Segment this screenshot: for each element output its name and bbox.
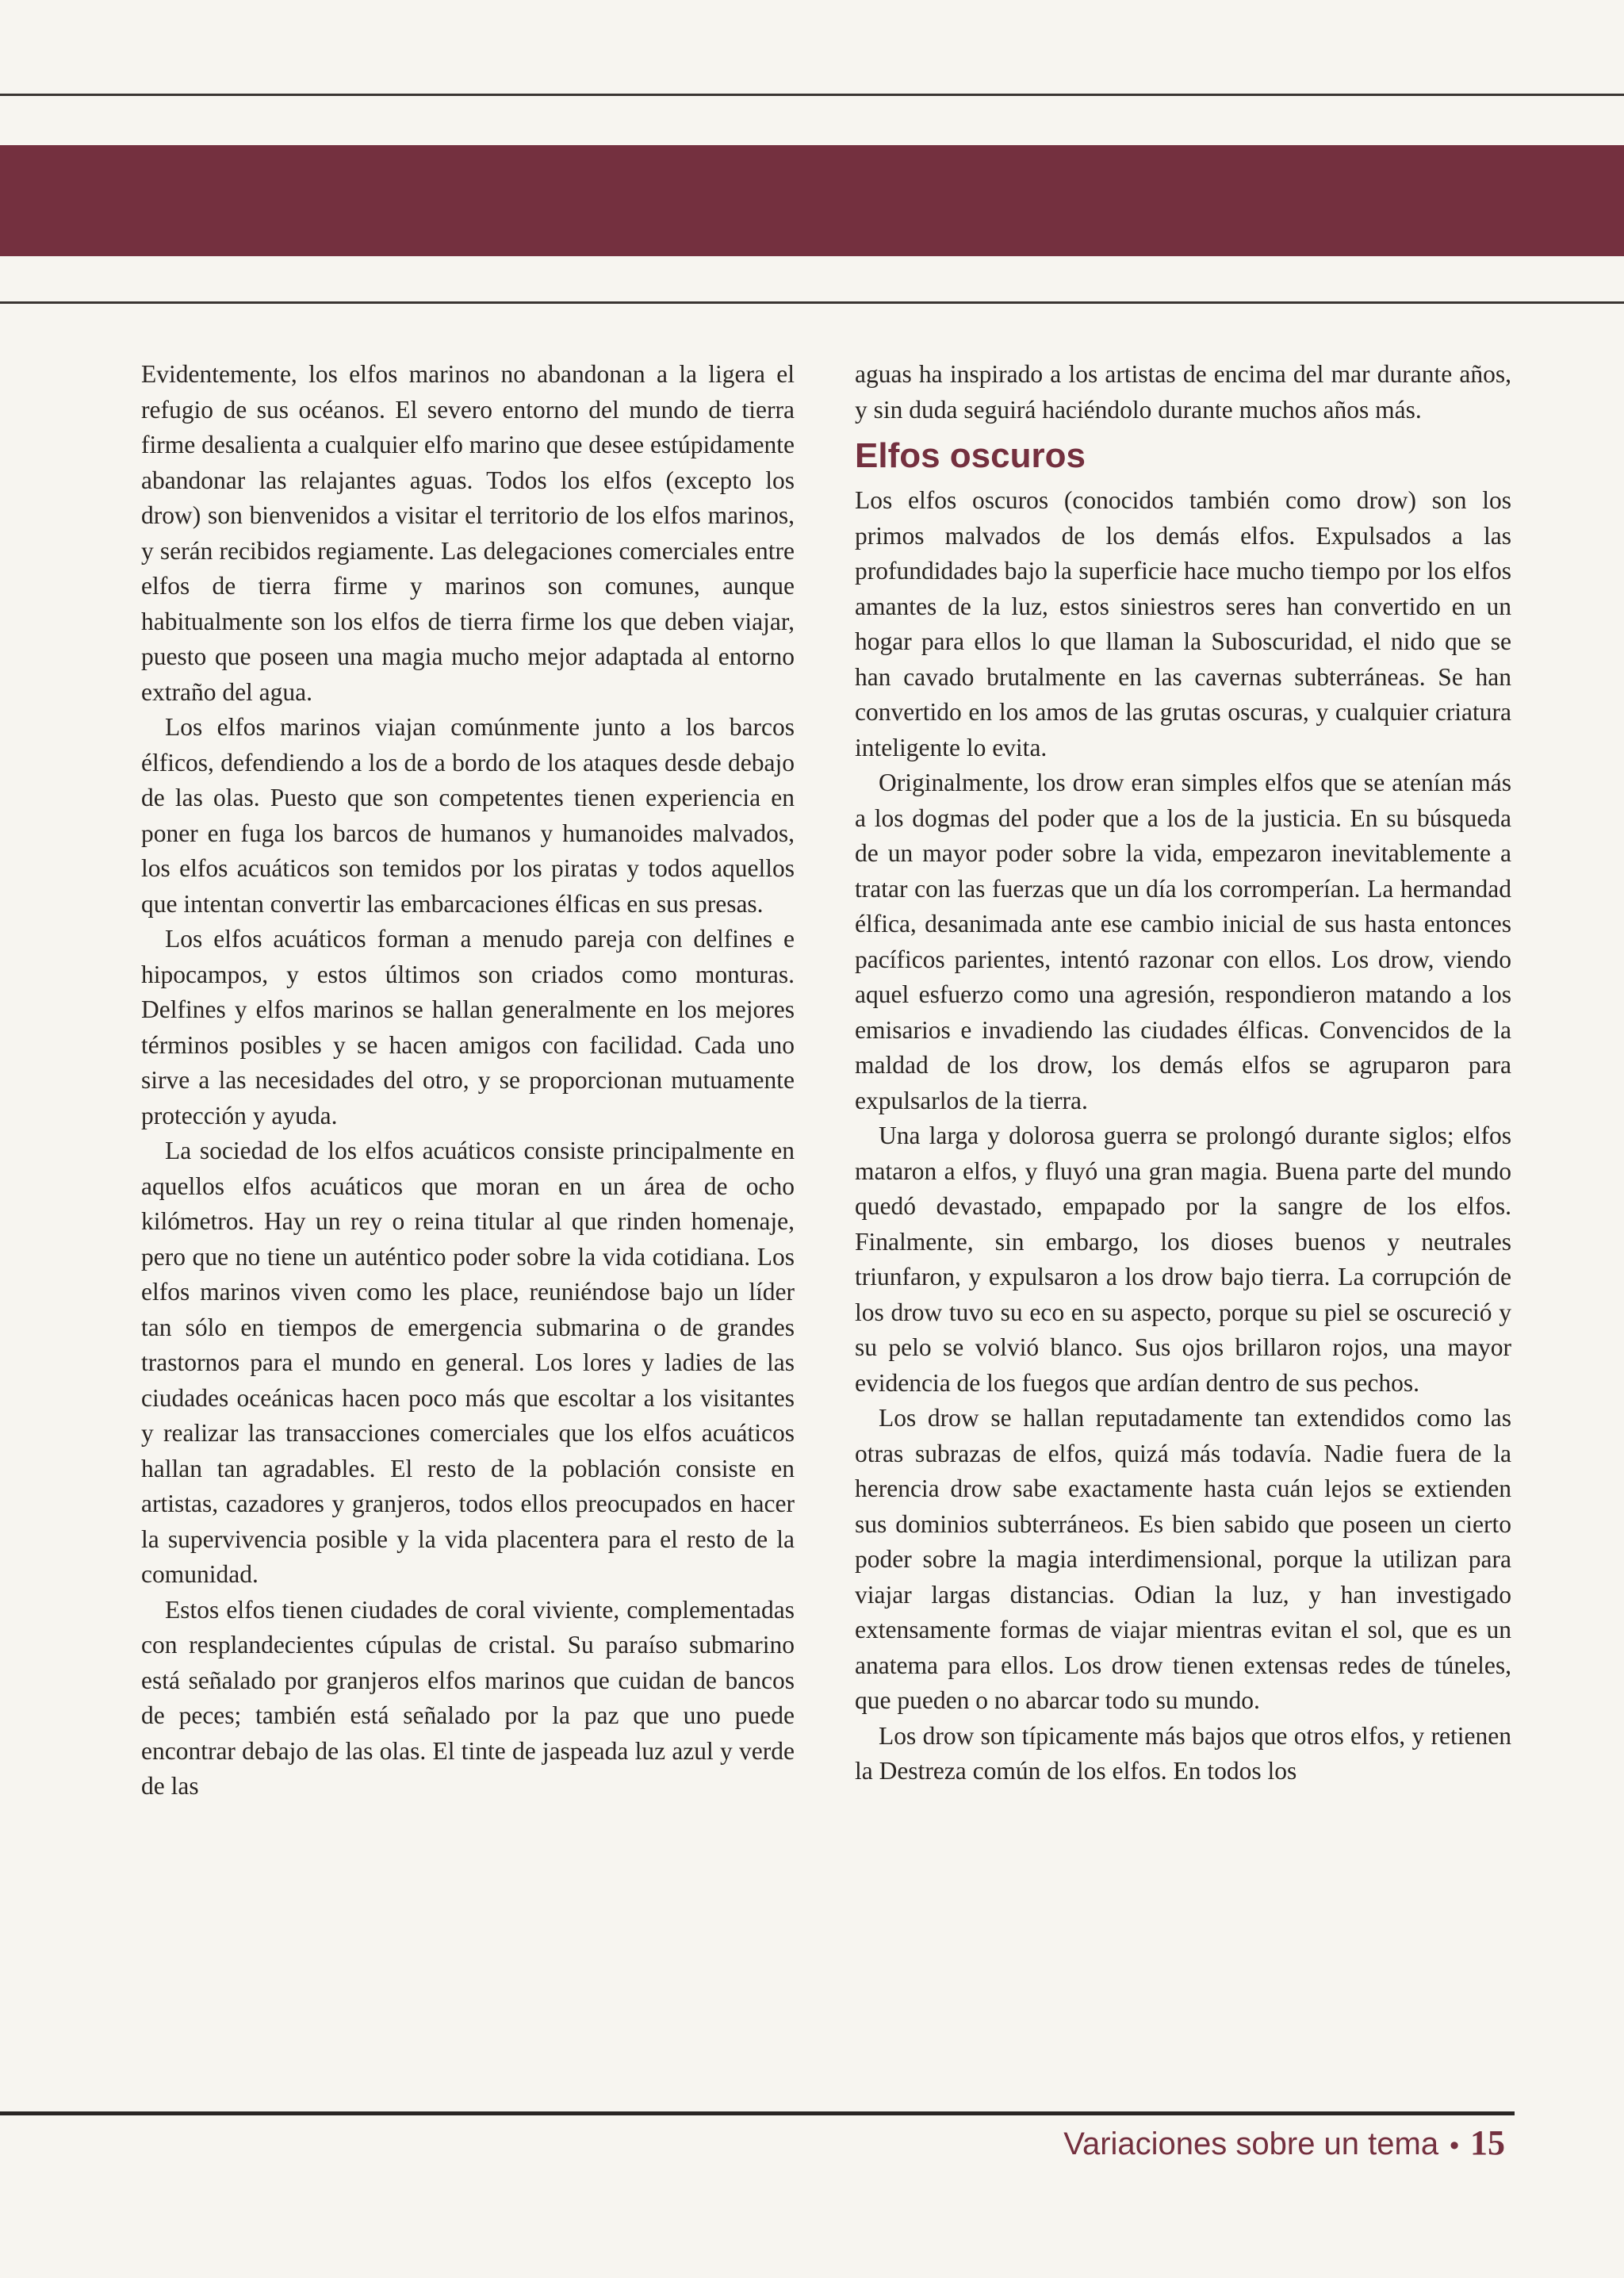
header-band <box>0 145 1624 256</box>
left-column <box>141 357 795 1804</box>
paragraph: Los elfos oscuros (conocidos también como drow) son los primos malvados de los demás elfos. Expulsados a las profundidades bajo la superficie hace mucho tiempo por los elfos amantes de la luz, estos siniestros seres han convertido en un hogar para ellos lo que llaman la Suboscuridad, el nido que se han cavado brutalmente en las cavernas subterráneas. Se han convertido en los amos de las grutas oscuras, y cualquier criatura inteligente lo evita. <box>855 486 1511 761</box>
top-rule <box>0 94 1624 96</box>
right-column <box>855 357 1511 1789</box>
section-heading: Elfos oscuros <box>855 436 1086 475</box>
paragraph: Los elfos acuáticos forman a menudo pareja con delfines e hipocampos, y estos últimos son criados como monturas. Delfines y elfos marinos se hallan generalmente en los mejores términos posibles y se hacen amigos con facilidad. Cada uno sirve a las necesidades del otro, y se proporcionan mutuamente protección y ayuda. <box>141 925 795 1129</box>
paragraph: La sociedad de los elfos acuáticos consiste principalmente en aquellos elfos acuáticos que moran en un área de ocho kilómetros. Hay un rey o reina titular al que rinden homenaje, pero que no tiene un auténtico poder sobre la vida cotidiana. Los elfos marinos viven como les place, reuniéndose bajo un líder tan sólo en tiempos de emergencia submarina o de grandes trastornos para el mundo en general. Los lores y ladies de las ciudades oceánicas hacen poco más que escoltar a los visitantes y realizar las transacciones comerciales que los elfos acuáticos hallan tan agradables. El resto de la población consiste en artistas, cazadores y granjeros, todos ellos preocupados en hacer la supervivencia posible y la vida placentera para el resto de la comunidad. <box>141 1137 795 1588</box>
paragraph-continuation: aguas ha inspirado a los artistas de encima del mar durante años, y sin duda seguirá haciéndolo durante muchos años más. <box>855 360 1511 424</box>
paragraph: Los elfos marinos viajan comúnmente junto a los barcos élficos, defendiendo a los de a bordo de los ataques desde debajo de las olas. Puesto que son competentes tienen experiencia en poner en fuga los barcos de humanos y humanoides malvados, los elfos acuáticos son temidos por los piratas y todos aquellos que intentan convertir las embarcaciones élficas en sus presas. <box>141 713 795 918</box>
paragraph: Originalmente, los drow eran simples elfos que se atenían más a los dogmas del poder que a los de la justicia. En su búsqueda de un mayor poder sobre la vida, empezaron inevitablemente a tratar con las fuerzas que un día los corromperían. La hermandad élfica, desanimada ante ese cambio inicial de sus hasta entonces pacíficos parientes, intentó razonar con ellos. Los drow, viendo aquel esfuerzo como una agresión, respondieron matando a los emisarios e invadiendo las ciudades élficas. Convencidos de la maldad de los drow, los demás elfos se agruparon para expulsarlos de la tierra. <box>855 769 1511 1114</box>
paragraph: Los drow se hallan reputadamente tan extendidos como las otras subrazas de elfos, quizá más todavía. Nadie fuera de la herencia drow sabe exactamente hasta cuán lejos se extienden sus dominios subterráneos. Es bien sabido que poseen un cierto poder sobre la magia interdimensional, porque la utilizan para viajar largas distancias. Odian la luz, y han investigado extensamente formas de viajar mientras evitan el sol, que es un anatema para ellos. Los drow tienen extensas redes de túneles, que pueden o no abarcar todo su mundo. <box>855 1404 1511 1714</box>
page-number: 15 <box>1470 2123 1505 2162</box>
footer-rule <box>0 2111 1515 2115</box>
header-bottom-rule <box>0 301 1624 304</box>
paragraph: Estos elfos tienen ciudades de coral viviente, complementadas con resplandecientes cúpulas de cristal. Su paraíso submarino está señalado por granjeros elfos marinos que cuidan de bancos de peces; también está señalado por la paz que uno puede encontrar debajo de las olas. El tinte de jaspeada luz azul y verde de las <box>141 1595 795 1800</box>
chapter-title: Variaciones sobre un tema <box>1063 2127 1439 2161</box>
running-footer <box>1063 2123 1505 2163</box>
paragraph: Una larga y dolorosa guerra se prolongó durante siglos; elfos mataron a elfos, y fluyó una gran magia. Buena parte del mundo quedó devastado, empapado por la sangre de los elfos. Finalmente, sin embargo, los dioses buenos y neutrales triunfaron, y expulsaron a los drow bajo tierra. La corrupción de los drow tuvo su eco en su aspecto, porque su piel se oscureció y su pelo se volvió blanco. Sus ojos brillaron rojos, una mayor evidencia de los fuegos que ardían dentro de sus pechos. <box>855 1122 1511 1397</box>
paragraph: Los drow son típicamente más bajos que otros elfos, y retienen la Destreza común de los elfos. En todos los <box>855 1721 1511 1785</box>
bullet-separator: • <box>1450 2130 1459 2161</box>
paragraph: Evidentemente, los elfos marinos no abandonan a la ligera el refugio de sus océanos. El severo entorno del mundo de tierra firme desalienta a cualquier elfo marino que desee estúpidamente abandonar las relajantes aguas. Todos los elfos (excepto los drow) son bienvenidos a visitar el territorio de los elfos marinos, y serán recibidos regiamente. Las delegaciones comerciales entre elfos de tierra firme y marinos son comunes, aunque habitualmente son los elfos de tierra firme los que deben viajar, puesto que poseen una magia mucho mejor adaptada al entorno extraño del agua. <box>141 360 795 706</box>
